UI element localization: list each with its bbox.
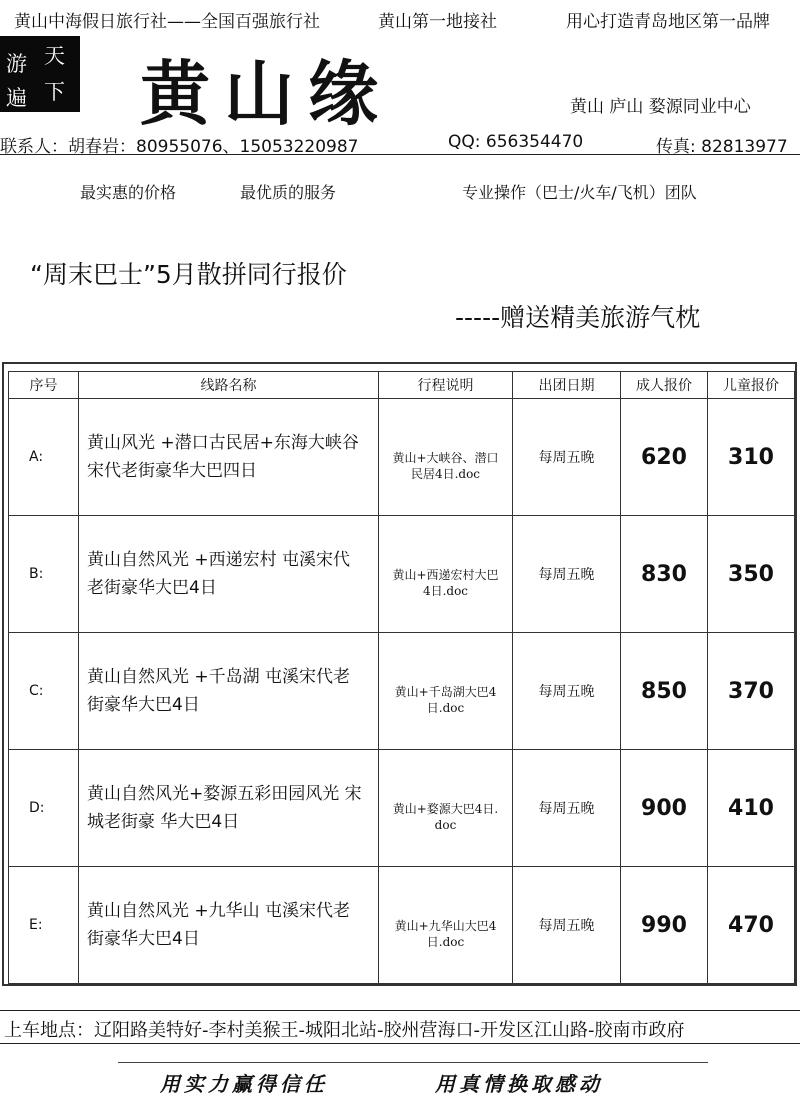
child-price: 470 bbox=[708, 867, 795, 984]
doc-line-1: 黄山+九华山大巴4 bbox=[394, 919, 497, 933]
route-line-2: 街豪华大巴4日 bbox=[87, 695, 200, 715]
departure-date: 每周五晚 bbox=[513, 750, 621, 867]
adult-price: 900 bbox=[621, 750, 708, 867]
itinerary-doc-link[interactable] bbox=[379, 516, 513, 633]
top-banner bbox=[0, 0, 800, 34]
route-line-2: 街豪华大巴4日 bbox=[87, 929, 200, 949]
doc-line-1: 黄山+西递宏村大巴 bbox=[392, 568, 499, 582]
itinerary-doc-link[interactable] bbox=[379, 399, 513, 516]
brand-subtitle: 黄山 庐山 婺源同业中心 bbox=[570, 97, 751, 117]
contact-row bbox=[0, 128, 800, 155]
doc-line-2: 日.doc bbox=[426, 935, 465, 949]
itinerary-doc-link[interactable] bbox=[379, 867, 513, 984]
doc-line-2: 4日.doc bbox=[422, 584, 469, 598]
slogan-ops: 专业操作（巴士/火车/飞机）团队 bbox=[462, 183, 697, 202]
route-line-1: 黄山自然风光+婺源五彩田园风光 宋 bbox=[87, 784, 362, 804]
logo-char-3: 遍 bbox=[6, 86, 27, 110]
header-id: 序号 bbox=[9, 372, 79, 399]
footer-slogan-right: 用真情换取感动 bbox=[435, 1072, 603, 1096]
contact-fax: 传真: 82813977 bbox=[656, 137, 788, 157]
adult-price: 830 bbox=[621, 516, 708, 633]
child-price: 350 bbox=[708, 516, 795, 633]
departure-date: 每周五晚 bbox=[513, 516, 621, 633]
route-line-1: 黄山自然风光 +西递宏村 屯溪宋代 bbox=[87, 550, 351, 570]
adult-price: 620 bbox=[621, 399, 708, 516]
adult-price: 850 bbox=[621, 633, 708, 750]
table-row bbox=[9, 399, 795, 516]
route-line-2: 城老街豪 华大巴4日 bbox=[87, 812, 240, 832]
table-row bbox=[9, 633, 795, 750]
slogan-price: 最实惠的价格 bbox=[80, 183, 177, 202]
table-header-row bbox=[9, 372, 795, 399]
page-title: “周末巴士”5月散拼同行报价 bbox=[30, 260, 347, 289]
contact-qq: QQ: 656354470 bbox=[448, 132, 584, 152]
table-row bbox=[9, 750, 795, 867]
child-price: 310 bbox=[708, 399, 795, 516]
itinerary-doc-link[interactable] bbox=[379, 633, 513, 750]
row-id: C: bbox=[9, 633, 79, 750]
route-name bbox=[79, 750, 379, 867]
slogan-service: 最优质的服务 bbox=[240, 183, 337, 202]
pickup-locations bbox=[0, 1010, 800, 1044]
route-name bbox=[79, 867, 379, 984]
header-adult-price: 成人报价 bbox=[621, 372, 708, 399]
brand-title: 黄山缘 bbox=[140, 52, 392, 135]
row-id: A: bbox=[9, 399, 79, 516]
departure-date: 每周五晚 bbox=[513, 633, 621, 750]
child-price: 370 bbox=[708, 633, 795, 750]
table-row bbox=[9, 516, 795, 633]
gift-note: -----赠送精美旅游气枕 bbox=[455, 303, 701, 332]
doc-line-1: 黄山+婺源大巴4日. bbox=[392, 802, 499, 816]
route-name bbox=[79, 516, 379, 633]
route-line-2: 老街豪华大巴4日 bbox=[87, 578, 217, 598]
price-table bbox=[8, 371, 795, 984]
departure-date: 每周五晚 bbox=[513, 399, 621, 516]
header-itinerary: 行程说明 bbox=[379, 372, 513, 399]
header-child-price: 儿童报价 bbox=[708, 372, 795, 399]
route-line-1: 黄山自然风光 +千岛湖 屯溪宋代老 bbox=[87, 667, 351, 687]
itinerary-doc-link[interactable] bbox=[379, 750, 513, 867]
motto-text: 用心打造青岛地区第一品牌 bbox=[566, 12, 770, 32]
table-row bbox=[9, 867, 795, 984]
child-price: 410 bbox=[708, 750, 795, 867]
footer-divider bbox=[118, 1062, 708, 1063]
departure-date: 每周五晚 bbox=[513, 867, 621, 984]
route-line-2: 宋代老街豪华大巴四日 bbox=[87, 461, 257, 481]
row-id: B: bbox=[9, 516, 79, 633]
header-route: 线路名称 bbox=[79, 372, 379, 399]
agency-name: 黄山中海假日旅行社——全国百强旅行社 bbox=[14, 12, 320, 32]
footer-slogan-left: 用实力赢得信任 bbox=[160, 1072, 328, 1096]
pickup-text: 上车地点：辽阳路美特好-李村美猴王-城阳北站-胶州营海口-开发区江山路-胶南市政府 bbox=[4, 1020, 685, 1041]
logo-char-1: 游 bbox=[6, 52, 27, 76]
logo-char-2: 天 bbox=[44, 44, 65, 68]
doc-line-2: 民居4日.doc bbox=[410, 467, 481, 481]
doc-line-2: 日.doc bbox=[426, 701, 465, 715]
adult-price: 990 bbox=[621, 867, 708, 984]
route-name bbox=[79, 399, 379, 516]
logo bbox=[0, 36, 80, 112]
route-line-1: 黄山风光 +潜口古民居+东海大峡谷 bbox=[87, 433, 359, 453]
logo-char-4: 下 bbox=[44, 80, 65, 104]
row-id: D: bbox=[9, 750, 79, 867]
route-name bbox=[79, 633, 379, 750]
route-line-1: 黄山自然风光 +九华山 屯溪宋代老 bbox=[87, 901, 351, 921]
header-departure: 出团日期 bbox=[513, 372, 621, 399]
doc-line-2: doc bbox=[434, 818, 457, 832]
doc-line-1: 黄山+大峡谷、潜口 bbox=[392, 451, 499, 465]
doc-line-1: 黄山+千岛湖大巴4 bbox=[394, 685, 497, 699]
contact-person: 联系人：胡春岩：80955076、15053220987 bbox=[0, 137, 359, 157]
row-id: E: bbox=[9, 867, 79, 984]
ground-agency-text: 黄山第一地接社 bbox=[378, 12, 497, 32]
